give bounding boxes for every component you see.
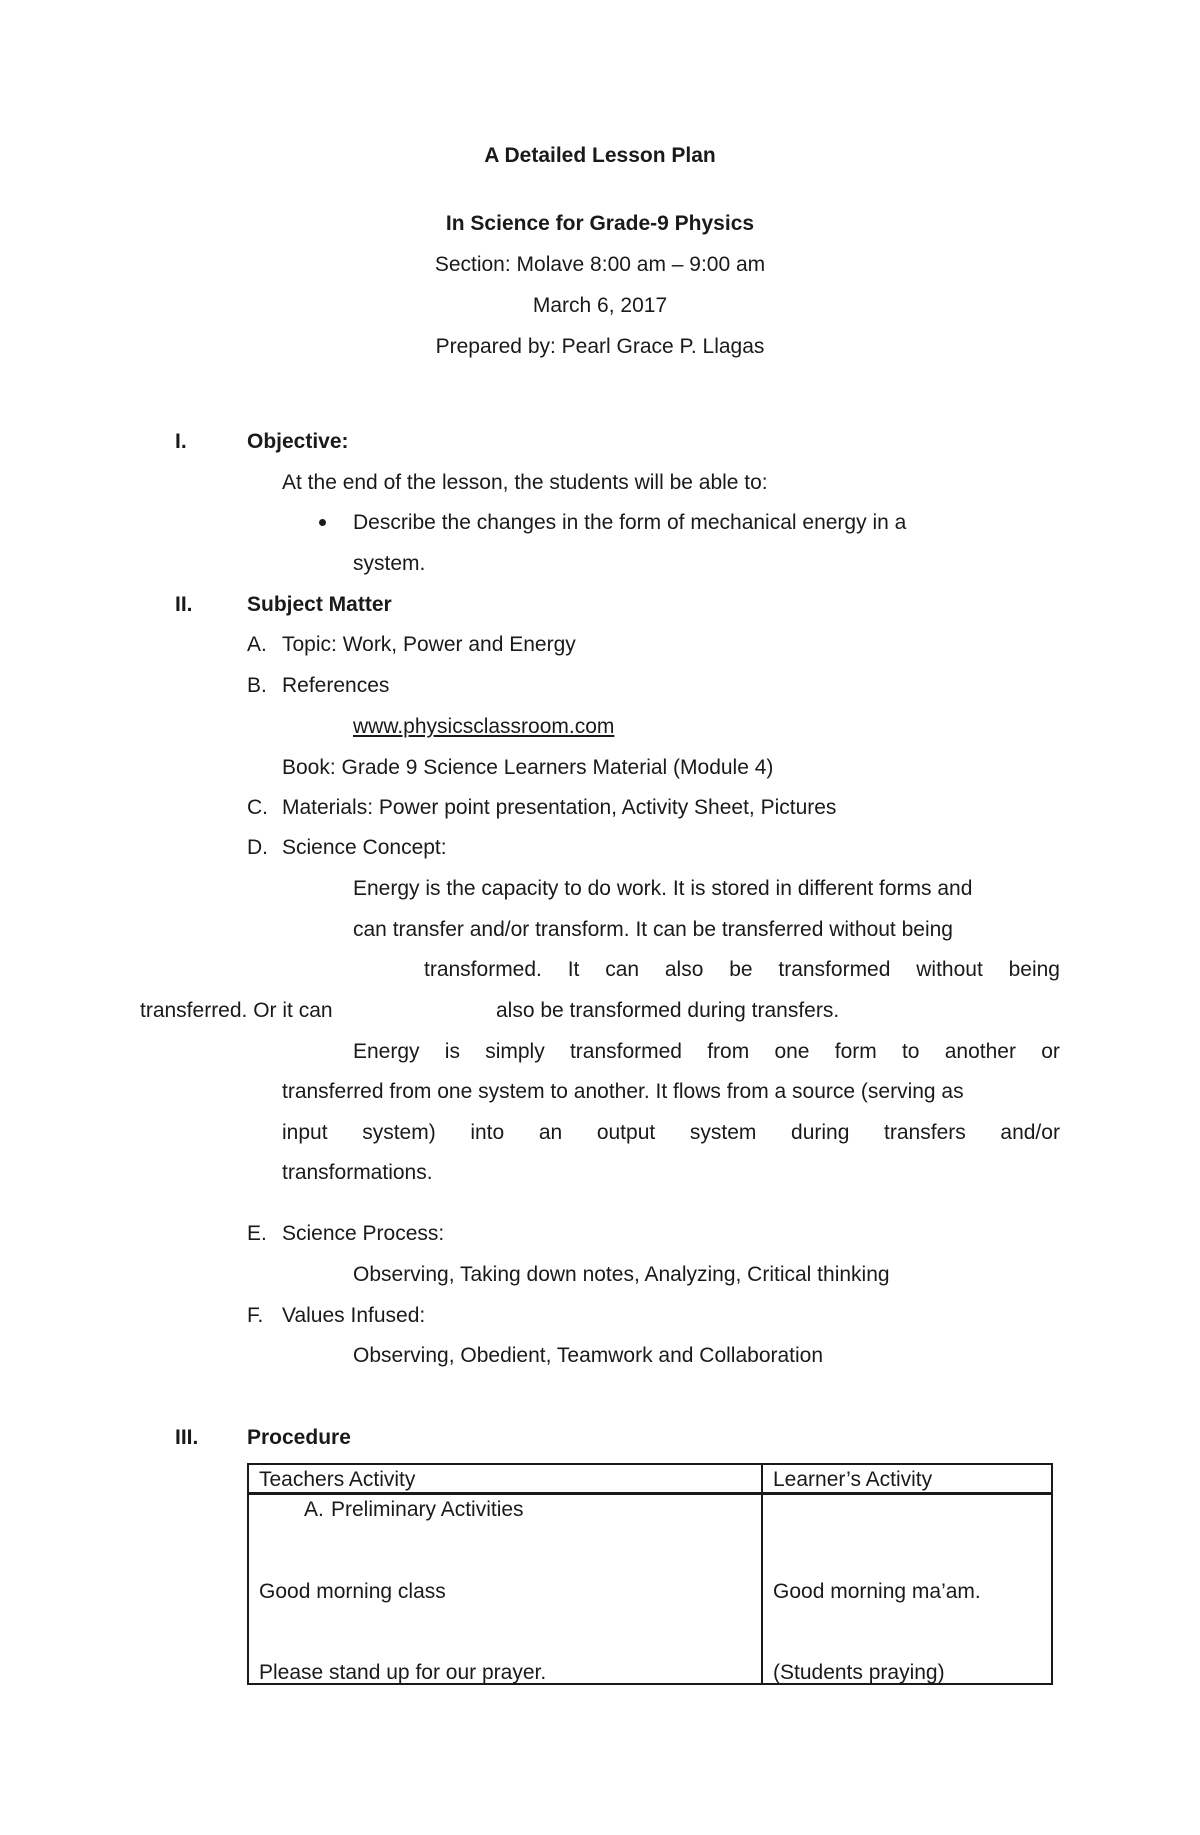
justified-word: an (538, 1121, 563, 1144)
materials-text: Materials: Power point presentation, Activity Sheet, Pictures (282, 796, 837, 819)
values-label: Values Infused: (282, 1304, 426, 1327)
justified-word: one (774, 1040, 810, 1063)
concept-p1-line1: Energy is the capacity to do work. It is stored in different forms and (353, 877, 973, 900)
procedure-table (247, 1463, 1053, 1685)
topic-letter: A. (247, 633, 267, 656)
lesson-date: March 6, 2017 (532, 294, 668, 317)
references-letter: B. (247, 674, 267, 697)
objective-numeral: I. (175, 430, 187, 453)
justified-word: It (567, 958, 580, 981)
justified-word: from (707, 1040, 750, 1063)
concept-p1-line4b: also be transformed during transfers. (496, 999, 840, 1022)
justified-word: transformed (569, 1040, 682, 1063)
table-header-row (248, 1464, 1052, 1494)
topic-text: Topic: Work, Power and Energy (282, 633, 576, 656)
materials-letter: C. (247, 796, 268, 819)
concept-p1-line4a: transferred. Or it can (140, 999, 333, 1022)
learner-greeting: Good morning ma’am. (773, 1580, 981, 1603)
justified-word: can (605, 958, 640, 981)
justified-word: form (834, 1040, 877, 1063)
reference-book: Book: Grade 9 Science Learners Material (Module 4) (282, 756, 774, 779)
justified-word: into (470, 1121, 505, 1144)
teacher-prayer: Please stand up for our prayer. (259, 1661, 547, 1684)
justified-word: be (729, 958, 753, 981)
procedure-numeral: III. (175, 1426, 199, 1449)
teacher-greeting: Good morning class (259, 1580, 446, 1603)
bullet-icon (319, 519, 326, 526)
header-teachers-activity (248, 1464, 762, 1494)
concept-p2-line3 (282, 1122, 1060, 1143)
justified-word: also (664, 958, 704, 981)
justified-word: another (944, 1040, 1016, 1063)
justified-word: and/or (1000, 1121, 1060, 1144)
concept-p1-line3 (424, 959, 1060, 980)
justified-word: system) (362, 1121, 436, 1144)
process-items: Observing, Taking down notes, Analyzing, Critical thinking (353, 1263, 890, 1286)
page-subtitle: In Science for Grade-9 Physics (445, 212, 755, 235)
justified-word: or (1041, 1040, 1060, 1063)
learner-prayer: (Students praying) (773, 1661, 945, 1684)
objective-heading: Objective: (247, 430, 349, 453)
justified-word: system (689, 1121, 757, 1144)
teachers-activity-cell (248, 1494, 762, 1685)
justified-word: Energy (353, 1040, 420, 1063)
justified-word: simply (485, 1040, 545, 1063)
process-letter: E. (247, 1222, 267, 1245)
subject-heading: Subject Matter (247, 593, 392, 616)
objective-bullet-line2: system. (353, 552, 426, 575)
subject-numeral: II. (175, 593, 193, 616)
concept-p2-line4: transformations. (282, 1161, 433, 1184)
procedure-heading: Procedure (247, 1426, 351, 1449)
concept-letter: D. (247, 836, 268, 859)
section-info: Section: Molave 8:00 am – 9:00 am (434, 253, 766, 276)
header-learners-label: Learner’s Activity (773, 1468, 933, 1491)
justified-word: without (916, 958, 983, 981)
header-learners-activity (762, 1464, 1052, 1494)
objective-bullet-line1: Describe the changes in the form of mechanical energy in a (353, 511, 907, 534)
prepared-by: Prepared by: Pearl Grace P. Llagas (435, 335, 765, 358)
table-row (248, 1494, 1052, 1685)
values-items: Observing, Obedient, Teamwork and Collaboration (353, 1344, 824, 1367)
justified-word: being (1008, 958, 1060, 981)
objective-intro: At the end of the lesson, the students will be able to: (282, 471, 768, 494)
justified-word: transformed (778, 958, 891, 981)
justified-word: input (282, 1121, 328, 1144)
reference-link[interactable]: www.physicsclassroom.com (353, 715, 615, 738)
justified-word: is (444, 1040, 460, 1063)
header-teachers-label: Teachers Activity (259, 1468, 416, 1491)
concept-p2-line1 (353, 1041, 1060, 1062)
justified-word: output (596, 1121, 656, 1144)
prelim-letter: A. (304, 1498, 324, 1521)
values-letter: F. (247, 1304, 264, 1327)
concept-label: Science Concept: (282, 836, 447, 859)
page-title: A Detailed Lesson Plan (484, 144, 716, 167)
justified-word: to (901, 1040, 920, 1063)
concept-p2-line2: transferred from one system to another. It flows from a source (serving as (282, 1080, 964, 1103)
references-label: References (282, 674, 390, 697)
process-label: Science Process: (282, 1222, 445, 1245)
learners-activity-cell (762, 1494, 1052, 1685)
justified-word: transformed. (424, 958, 542, 981)
justified-word: transfers (884, 1121, 966, 1144)
prelim-label: Preliminary Activities (331, 1498, 524, 1521)
concept-p1-line2: can transfer and/or transform. It can be transferred without being (353, 918, 953, 941)
justified-word: during (791, 1121, 850, 1144)
